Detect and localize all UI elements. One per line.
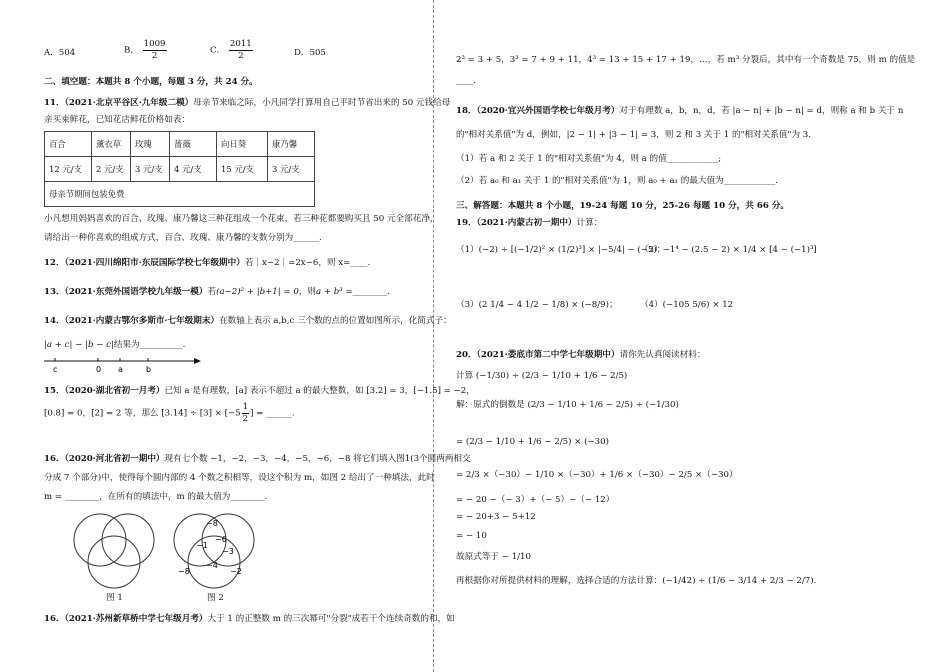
q14-expr: |a + c| − |b − c| <box>44 340 114 350</box>
fig2-number: −1 <box>196 541 208 550</box>
q20-heading <box>456 348 705 360</box>
q16b-text: 大于 1 的正整数 m 的三次幂可"分裂"成若干个连续奇数的和，如 <box>207 614 455 624</box>
q13 <box>44 285 390 297</box>
price-table-value-row <box>45 157 315 182</box>
q16-line1 <box>44 452 471 464</box>
header-cell: 百合 <box>45 132 92 157</box>
q19-source: 19．（2021·内蒙古初一期中） <box>456 218 577 228</box>
q20-step2: = 2/3 ×（−30）− 1/10 ×（−30）+ 1/6 ×（−30）− 2/5 ×（−30） <box>456 470 738 480</box>
fig2-number: −2 <box>230 567 242 576</box>
q20-step6: 故原式等于 − 1/10 <box>456 552 531 562</box>
q15-text: 已知 a 是有理数，[a] 表示不超过 a 的最大整数，如 [3.2] = 3，[−1.5] = −2， <box>164 386 475 396</box>
figure-1 <box>70 510 160 590</box>
price-table-header-row <box>45 132 315 157</box>
q17-continued-line1: 2³ = 3 + 5，3³ = 7 + 9 + 11，4³ = 13 + 15 + 17 + 19，…，若 m³ 分裂后，其中有一个奇数是 75，则 m 的值是 <box>456 55 916 65</box>
q16-line3: m = ________，在所有的填法中，m 的最大值为________. <box>44 492 268 502</box>
axis-label-b: b <box>146 365 152 374</box>
q14-line1 <box>44 314 452 326</box>
q17-continued-line2: ____. <box>456 76 476 86</box>
q18-part1: （1）若 a 和 2 关于 1 的"相对关系值"为 4，则 a 的值____________; <box>456 154 722 164</box>
q16-line2: 分成 7 个部分)中，使得每个圆内部的 4 个数之积相等，设这个积为 m，如图 2 给出了一种填法，此时 <box>44 473 435 483</box>
option-b-fraction <box>143 40 167 60</box>
q15-line2 <box>44 403 295 423</box>
header-cell: 玫瑰 <box>131 132 170 157</box>
q14-line2 <box>44 338 185 350</box>
q12-source: 12．（2021·四川绵阳市·东辰国际学校七年级期中） <box>44 258 245 268</box>
option-c <box>210 40 254 60</box>
fig2-caption: 图 2 <box>207 593 224 603</box>
fig1-caption: 图 1 <box>106 593 123 603</box>
header-cell: 薰衣草 <box>92 132 131 157</box>
q16b-line <box>44 612 455 624</box>
q13-text-b: ，则 <box>298 287 316 297</box>
q20-solution: 解：原式的倒数是 (2/3 − 1/10 + 1/6 − 2/5) ÷ (−1/30) <box>456 400 679 410</box>
header-cell: 蔷薇 <box>170 132 217 157</box>
number-line-arrow <box>194 358 201 364</box>
q11-source: 11．（2021·北京平谷区·九年级二模） <box>44 98 194 108</box>
q18-line2: 的"相对关系值"为 d，例如，|2 − 1| + |3 − 1| = 3，则 2 和 3 关于 1 的"相对关系值"为 3. <box>456 130 812 140</box>
option-c-den: 2 <box>238 50 244 61</box>
number-line <box>44 355 204 377</box>
option-b <box>124 40 168 60</box>
option-a: A．504 <box>44 48 76 58</box>
price-cell: 12 元/支 <box>45 157 92 182</box>
figure-2 <box>168 510 264 590</box>
fig2-number: −3 <box>222 547 234 556</box>
option-b-den: 2 <box>151 50 158 61</box>
axis-label-0: 0 <box>96 365 102 374</box>
q15-line2b: ] = ______. <box>250 408 295 419</box>
section3-heading: 三、解答题：本题共 8 个小题，19-24 每题 10 分，25-26 每题 10 分，共 66 分。 <box>456 201 789 211</box>
q19-heading <box>456 216 602 228</box>
q20-step1: = (2/3 − 1/10 + 1/6 − 2/5) × (−30) <box>456 437 609 447</box>
q14-source: 14．（2021·内蒙古鄂尔多斯市·七年级期末） <box>44 316 220 326</box>
q11-text1: 母亲节来临之际，小凡同学打算用自己平时节省出来的 50 元钱给母 <box>193 98 451 108</box>
price-cell: 3 元/支 <box>268 157 315 182</box>
price-table <box>44 131 315 207</box>
q11-line3: 小凡想用妈妈喜欢的百合、玫瑰、康乃馨这三种花组成一个花束，若三种花都要购买且 50 元全部花净， <box>44 214 439 224</box>
q16-text1: 现有七个数 −1，−2，−3，−4，−5，−6，−8 将它们填入图1(3个圆两两相交 <box>164 454 471 464</box>
q19-expr1: （1）(−2) ÷ [(−1/2)² × (1/2)³] × |−5/4| − (−5)； <box>456 245 666 255</box>
fig2-number: −6 <box>215 535 227 544</box>
option-d: D．505 <box>294 48 326 58</box>
q18-source: 18．（2020·宜兴外国语学校七年级月考） <box>456 106 620 116</box>
q19-expr4: （4）(−105 5/6) × 12 <box>640 300 734 310</box>
fig2-number: −8 <box>206 519 218 528</box>
q12 <box>44 256 370 268</box>
fig2-number: −4 <box>206 561 218 570</box>
q13-expr: (a−2)² + |b+1| = 0 <box>216 287 299 297</box>
option-c-fraction <box>229 40 253 60</box>
fig2-number: −8 <box>178 567 190 576</box>
q11-line2: 亲买束鲜花，已知花店鲜花价格如表： <box>44 115 191 125</box>
q11-line4: 请给出一种你喜欢的组成方式，百合、玫瑰、康乃馨的支数分别为______. <box>44 233 322 243</box>
price-cell: 4 元/支 <box>170 157 217 182</box>
price-table-note-row <box>45 182 315 207</box>
q15-line2a: [0.8] = 0，[2] = 2 等，那么 [3.14] ÷ [3] × [−5 <box>44 408 241 419</box>
price-cell: 2 元/支 <box>92 157 131 182</box>
q15-frac-num: 1 <box>242 402 249 412</box>
header-cell: 向日葵 <box>217 132 268 157</box>
q13-blank: ________. <box>352 287 390 297</box>
q15-fraction <box>242 403 249 423</box>
q20-step5: = − 10 <box>456 531 487 541</box>
q18-part2: （2）若 a₀ 和 a₁ 关于 1 的"相对关系值"为 1，则 a₀ + a₁ 的最大值为____________. <box>456 176 779 186</box>
q19-expr3: （3）(2 1/4 − 4 1/2 − 1/8) × (−8/9)； <box>456 300 618 310</box>
q16b-source: 16．（2021·苏州新草桥中学七年级月考） <box>44 614 208 624</box>
q15-frac-den: 2 <box>242 413 249 424</box>
q19-expr2: （2）−1⁴ − (2.5 − 2) × 1/4 × [4 − (−1)³] <box>640 245 817 255</box>
q12-text: 若｜x−2｜=2x−6，则 x=____. <box>244 258 371 268</box>
axis-label-c: c <box>53 365 58 374</box>
option-c-num: 2011 <box>229 39 252 49</box>
section2-heading: 二、填空题：本题共 8 个小题，每题 3 分，共 24 分。 <box>44 77 258 87</box>
option-c-prefix: C． <box>210 45 226 56</box>
axis-label-a: a <box>118 365 123 374</box>
option-b-prefix: B． <box>124 45 139 56</box>
q14-text: 在数轴上表示 a,b,c 三个数的点的位置如图所示，化简式子： <box>219 316 452 326</box>
option-b-num: 1009 <box>143 39 166 49</box>
q20-text: 请你先认真阅读材料： <box>619 350 706 360</box>
q20-calc: 计算 (−1/30) ÷ (2/3 − 1/10 + 1/6 − 2/5) <box>456 371 628 381</box>
q13-text-a: 若 <box>207 287 217 297</box>
q18-line1 <box>456 104 903 116</box>
price-cell: 3 元/支 <box>131 157 170 182</box>
q15-line1 <box>44 384 475 396</box>
price-cell: 15 元/支 <box>217 157 268 182</box>
q19-text: 计算： <box>576 218 603 228</box>
note-cell: 母亲节期间包装免费 <box>45 182 315 207</box>
q20-step3: = − 20 −（− 3）+（− 5）−（− 12） <box>456 495 615 505</box>
q11-line1 <box>44 96 450 108</box>
q20-step4: = − 20+3 − 5+12 <box>456 512 536 522</box>
q13-source: 13．（2021·东莞外国语学校九年级一模） <box>44 287 208 297</box>
q13-expr2: a + b³ = <box>316 287 353 297</box>
q18-text1: 对于有理数 a，b，n，d，若 |a − n| + |b − n| = d，则称 a 和 b 关于 n <box>619 106 904 116</box>
q16-source: 16．（2020·河北省初一期中） <box>44 454 165 464</box>
q20-source: 20．（2021·娄底市第二中学七年级期中） <box>456 350 620 360</box>
header-cell: 康乃馨 <box>268 132 315 157</box>
q14-tail: 结果为__________. <box>113 340 186 350</box>
q15-source: 15．（2020·湖北省初一月考） <box>44 386 165 396</box>
q20-final-question: 再根据你对所提供材料的理解，选择合适的方法计算：(−1/42) ÷ (1/6 − 3/14 + 2/3 − 2/7). <box>456 576 817 586</box>
